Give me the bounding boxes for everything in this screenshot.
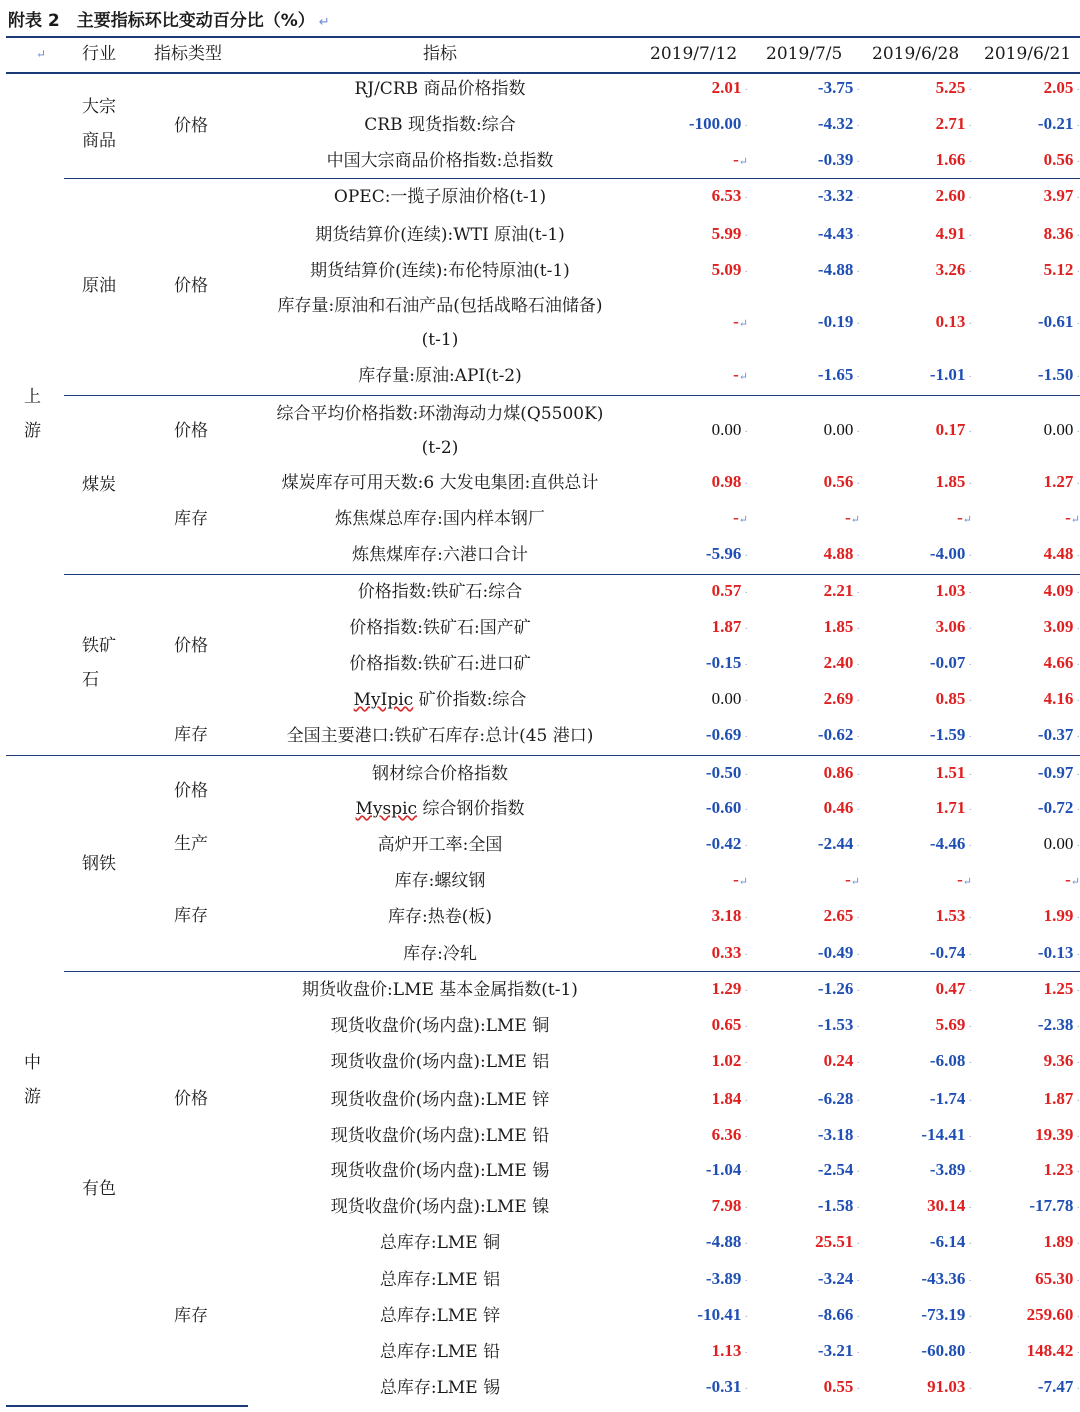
indicator-name: OPEC:一揽子原油价格(t-1) <box>333 187 547 207</box>
value-cell: -0.13 · <box>1037 943 1080 962</box>
value-cell: 3.09 · <box>1043 617 1080 636</box>
segment-midstream-label: 中游 <box>24 1053 41 1107</box>
indicator-name: 炼焦煤库存:六港口合计 <box>352 545 528 565</box>
value-cell: 5.99 · <box>711 224 748 243</box>
table-title <box>8 6 330 32</box>
value-cell: -3.89 · <box>929 1160 972 1179</box>
paragraph-mark-icon: ↵ <box>318 15 330 30</box>
value-cell: -8.66 · <box>817 1305 860 1324</box>
indicator-name: 总库存:LME 锡 <box>379 1378 501 1398</box>
value-cell: 5.12 · <box>1043 260 1080 279</box>
value-cell: 0.00 · <box>1043 420 1080 439</box>
value-cell: -4.88 · <box>817 260 860 279</box>
value-cell: 0.85 · <box>935 689 972 708</box>
table-title-text: 附表 2 主要指标环比变动百分比（%） <box>8 11 315 31</box>
value-cell: -1.26 · <box>817 979 860 998</box>
value-cell: 2.60 · <box>935 186 972 205</box>
indicator-name: CRB 现货指数:综合 <box>364 115 516 135</box>
value-cell: -0.49 · <box>817 943 860 962</box>
value-cell: 1.13 · <box>711 1341 748 1360</box>
value-cell: -3.89 · <box>705 1269 748 1288</box>
indicator-name: 价格指数:铁矿石:进口矿 <box>349 654 531 674</box>
value-cell: -2.54 · <box>817 1160 860 1179</box>
value-cell: -14.41 · <box>921 1125 972 1144</box>
value-cell: -3.21 · <box>817 1341 860 1360</box>
value-cell: -6.08 · <box>929 1051 972 1070</box>
value-cell: -0.37 · <box>1037 725 1080 744</box>
header-industry: 行业 <box>82 44 116 64</box>
indicator-name: 综合平均价格指数:环渤海动力煤(Q5500K)(t-2) <box>276 404 604 458</box>
value-cell: 3.97 · <box>1043 186 1080 205</box>
value-cell: -4.46 · <box>929 834 972 853</box>
value-cell: 0.00 · <box>711 689 748 708</box>
indicator-name: 价格指数:铁矿石:综合 <box>357 582 523 602</box>
value-cell: 65.30 · <box>1035 1269 1080 1288</box>
indicator-name: 总库存:LME 锌 <box>379 1306 501 1326</box>
value-cell: 1.66 · <box>935 150 972 169</box>
value-cell: 1.53 · <box>935 906 972 925</box>
segment-upstream-label: 上游 <box>24 387 41 441</box>
indicator-name: 煤炭库存可用天数:6 大发电集团:直供总计 <box>281 473 599 493</box>
value-cell: -↵ <box>957 870 972 889</box>
type-metal-stock: 库存 <box>174 1306 208 1326</box>
value-cell: 1.71 · <box>935 798 972 817</box>
value-cell: 0.56 · <box>823 472 860 491</box>
indicator-name: 全国主要港口:铁矿石库存:总计(45 港口) <box>286 726 594 746</box>
type-steel-production: 生产 <box>174 834 208 854</box>
header-date-1: 2019/7/12 <box>650 44 738 64</box>
value-cell: 0.65 · <box>711 1015 748 1034</box>
value-cell: -0.50 · <box>705 763 748 782</box>
industry-steel: 钢铁 <box>82 854 116 874</box>
value-cell: -0.21 · <box>1037 114 1080 133</box>
value-cell: 2.21 · <box>823 581 860 600</box>
value-cell: -4.32 · <box>817 114 860 133</box>
value-cell: 4.66 · <box>1043 653 1080 672</box>
indicator-name: 总库存:LME 铅 <box>379 1342 501 1362</box>
header-date-4: 2019/6/21 <box>984 44 1072 64</box>
header-date-2: 2019/7/5 <box>766 44 843 64</box>
indicator-name: 库存:热卷(板) <box>388 907 492 927</box>
value-cell: 2.05 · <box>1043 78 1080 97</box>
value-cell: 1.89 · <box>1043 1232 1080 1251</box>
indicator-name: 库存:冷轧 <box>403 944 477 964</box>
value-cell: -3.75 · <box>817 78 860 97</box>
value-cell: -7.47 · <box>1037 1377 1080 1396</box>
type-steel-price: 价格 <box>174 781 208 801</box>
value-cell: -0.42 · <box>705 834 748 853</box>
type-iron-price: 价格 <box>174 636 208 656</box>
value-cell: -1.74 · <box>929 1089 972 1108</box>
type-bulk-price: 价格 <box>174 116 208 136</box>
value-cell: -0.61 · <box>1037 312 1080 331</box>
value-cell: -0.31 · <box>705 1377 748 1396</box>
value-cell: 1.29 · <box>711 979 748 998</box>
indicator-name: 总库存:LME 铝 <box>379 1270 501 1290</box>
type-iron-stock: 库存 <box>174 725 208 745</box>
value-cell: -↵ <box>1065 870 1080 889</box>
value-cell: 0.24 · <box>823 1051 860 1070</box>
value-cell: 1.87 · <box>1043 1089 1080 1108</box>
type-coal-stock: 库存 <box>174 509 208 529</box>
value-cell: 30.14 · <box>927 1196 972 1215</box>
value-cell: 4.09 · <box>1043 581 1080 600</box>
value-cell: 1.03 · <box>935 581 972 600</box>
value-cell: 3.18 · <box>711 906 748 925</box>
value-cell: -0.60 · <box>705 798 748 817</box>
value-cell: -6.28 · <box>817 1089 860 1108</box>
value-cell: -0.07 · <box>929 653 972 672</box>
value-cell: -1.50 · <box>1037 365 1080 384</box>
value-cell: -0.74 · <box>929 943 972 962</box>
value-cell: 1.85 · <box>823 617 860 636</box>
value-cell: 4.91 · <box>935 224 972 243</box>
value-cell: 148.42 · <box>1026 1341 1080 1360</box>
indicator-name: RJ/CRB 商品价格指数 <box>354 79 526 99</box>
value-cell: 259.60 · <box>1026 1305 1080 1324</box>
value-cell: 3.06 · <box>935 617 972 636</box>
value-cell: 1.99 · <box>1043 906 1080 925</box>
value-cell: -0.69 · <box>705 725 748 744</box>
value-cell: -1.53 · <box>817 1015 860 1034</box>
header-indicator: 指标 <box>423 44 457 64</box>
value-cell: 4.48 · <box>1043 544 1080 563</box>
value-cell: -0.72 · <box>1037 798 1080 817</box>
value-cell: 1.02 · <box>711 1051 748 1070</box>
indicator-name: Myspic 综合钢价指数 <box>355 799 525 819</box>
value-cell: -17.78 · <box>1029 1196 1080 1215</box>
value-cell: 4.16 · <box>1043 689 1080 708</box>
value-cell: -4.43 · <box>817 224 860 243</box>
value-cell: 1.51 · <box>935 763 972 782</box>
value-cell: -3.32 · <box>817 186 860 205</box>
value-cell: -0.97 · <box>1037 763 1080 782</box>
value-cell: 0.98 · <box>711 472 748 491</box>
industry-oil: 原油 <box>82 276 116 296</box>
value-cell: 2.40 · <box>823 653 860 672</box>
indicator-name: 现货收盘价(场内盘):LME 锌 <box>330 1090 550 1110</box>
value-cell: 0.57 · <box>711 581 748 600</box>
type-metal-price: 价格 <box>174 1089 208 1109</box>
value-cell: -1.59 · <box>929 725 972 744</box>
value-cell: 0.00 · <box>711 420 748 439</box>
value-cell: 1.84 · <box>711 1089 748 1108</box>
value-cell: -↵ <box>733 312 748 331</box>
value-cell: -3.24 · <box>817 1269 860 1288</box>
value-cell: -1.01 · <box>929 365 972 384</box>
segment-midstream <box>24 1046 54 1114</box>
value-cell: -0.15 · <box>705 653 748 672</box>
value-cell: 0.47 · <box>935 979 972 998</box>
value-cell: -1.65 · <box>817 365 860 384</box>
separator-coal <box>64 395 1080 396</box>
value-cell: 1.87 · <box>711 617 748 636</box>
value-cell: 0.56 · <box>1043 150 1080 169</box>
value-cell: -4.00 · <box>929 544 972 563</box>
value-cell: 7.98 · <box>711 1196 748 1215</box>
indicator-name: 现货收盘价(场内盘):LME 镍 <box>330 1197 550 1217</box>
value-cell: 25.51 · <box>815 1232 860 1251</box>
industry-nonferrous: 有色 <box>82 1179 116 1199</box>
value-cell: 8.36 · <box>1043 224 1080 243</box>
value-cell: 6.53 · <box>711 186 748 205</box>
indicator-name: MyIpic 矿价指数:综合 <box>353 690 527 710</box>
value-cell: -3.18 · <box>817 1125 860 1144</box>
value-cell: 5.25 · <box>935 78 972 97</box>
value-cell: 3.26 · <box>935 260 972 279</box>
value-cell: 0.13 · <box>935 312 972 331</box>
value-cell: 0.00 · <box>823 420 860 439</box>
value-cell: 2.65 · <box>823 906 860 925</box>
value-cell: -10.41 · <box>697 1305 748 1324</box>
value-cell: -↵ <box>733 365 748 384</box>
industry-bulk: 大宗商品 <box>82 97 116 151</box>
value-cell: 19.39 · <box>1035 1125 1080 1144</box>
indicator-name: 库存量:原油和石油产品(包括战略石油储备)(t-1) <box>277 296 603 350</box>
value-cell: 2.69 · <box>823 689 860 708</box>
value-cell: -0.39 · <box>817 150 860 169</box>
value-cell: 5.69 · <box>935 1015 972 1034</box>
value-cell: -6.14 · <box>929 1232 972 1251</box>
value-cell: -1.58 · <box>817 1196 860 1215</box>
indicator-name: 库存量:原油:API(t-2) <box>358 366 522 386</box>
value-cell: 5.09 · <box>711 260 748 279</box>
indicator-name: 钢材综合价格指数 <box>372 764 508 784</box>
value-cell: 0.17 · <box>935 420 972 439</box>
type-steel-stock: 库存 <box>174 906 208 926</box>
value-cell: 2.01 · <box>711 78 748 97</box>
indicator-name: 期货收盘价:LME 基本金属指数(t-1) <box>302 980 578 1000</box>
value-cell: -↵ <box>957 508 972 527</box>
value-cell: 9.36 · <box>1043 1051 1080 1070</box>
value-cell: 0.46 · <box>823 798 860 817</box>
header-type: 指标类型 <box>154 44 222 64</box>
value-cell: 0.33 · <box>711 943 748 962</box>
value-cell: -60.80 · <box>921 1341 972 1360</box>
value-cell: 1.25 · <box>1043 979 1080 998</box>
value-cell: -2.44 · <box>817 834 860 853</box>
value-cell: -1.04 · <box>705 1160 748 1179</box>
value-cell: 1.23 · <box>1043 1160 1080 1179</box>
indicator-name: 炼焦煤总库存:国内样本钢厂 <box>335 509 545 529</box>
value-cell: -↵ <box>733 870 748 889</box>
indicator-name: 现货收盘价(场内盘):LME 铝 <box>330 1052 550 1072</box>
value-cell: 1.27 · <box>1043 472 1080 491</box>
value-cell: 91.03 · <box>927 1377 972 1396</box>
industry-iron-ore: 铁矿石 <box>82 636 116 690</box>
indicator-name: 高炉开工率:全国 <box>377 835 503 855</box>
value-cell: 0.86 · <box>823 763 860 782</box>
value-cell: -↵ <box>733 508 748 527</box>
indicator-name: 中国大宗商品价格指数:总指数 <box>326 151 554 171</box>
type-coal-price: 价格 <box>174 421 208 441</box>
value-cell: 4.88 · <box>823 544 860 563</box>
value-cell: 2.71 · <box>935 114 972 133</box>
industry-coal: 煤炭 <box>82 475 116 495</box>
indicator-name: 库存:螺纹钢 <box>394 871 486 891</box>
indicator-name: 价格指数:铁矿石:国产矿 <box>349 618 531 638</box>
type-oil-price: 价格 <box>174 276 208 296</box>
value-cell: -↵ <box>845 870 860 889</box>
header-empty-cell: ↵ <box>36 47 47 61</box>
segment-upstream <box>24 380 54 448</box>
value-cell: -100.00 · <box>688 114 748 133</box>
value-cell: -↵ <box>733 150 748 169</box>
value-cell: -4.88 · <box>705 1232 748 1251</box>
indicator-name: 期货结算价(连续):布伦特原油(t-1) <box>310 261 570 281</box>
value-cell: 1.85 · <box>935 472 972 491</box>
indicator-name: 现货收盘价(场内盘):LME 锡 <box>330 1161 550 1181</box>
value-cell: -73.19 · <box>921 1305 972 1324</box>
indicator-name: 期货结算价(连续):WTI 原油(t-1) <box>315 225 565 245</box>
value-cell: 0.55 · <box>823 1377 860 1396</box>
indicator-name: 现货收盘价(场内盘):LME 铅 <box>330 1126 550 1146</box>
value-cell: -5.96 · <box>705 544 748 563</box>
value-cell: -↵ <box>845 508 860 527</box>
value-cell: 6.36 · <box>711 1125 748 1144</box>
value-cell: -2.38 · <box>1037 1015 1080 1034</box>
table-bottom-rule <box>6 1405 248 1407</box>
value-cell: 0.00 · <box>1043 834 1080 853</box>
indicator-name: 现货收盘价(场内盘):LME 铜 <box>330 1016 550 1036</box>
value-cell: -↵ <box>1065 508 1080 527</box>
value-cell: -43.36 · <box>921 1269 972 1288</box>
value-cell: -0.62 · <box>817 725 860 744</box>
header-date-3: 2019/6/28 <box>872 44 960 64</box>
indicator-name: 总库存:LME 铜 <box>379 1233 501 1253</box>
value-cell: -0.19 · <box>817 312 860 331</box>
